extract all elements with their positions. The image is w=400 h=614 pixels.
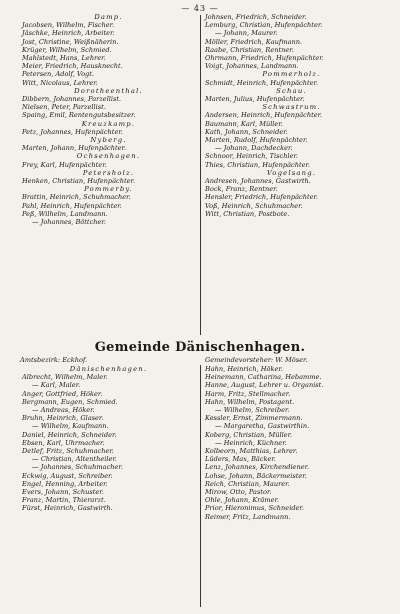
directory-entry: Nielsen, Peter, Parzellist.: [22, 103, 106, 112]
directory-entry: Andresen, Johannes, Gastwirth.: [205, 177, 311, 186]
directory-entry: — Johann, Maurer.: [215, 29, 278, 38]
directory-entry: Prior, Hieronimus, Schneider.: [205, 504, 304, 513]
directory-entry: Mahlstedt, Hans, Lehrer.: [22, 54, 106, 63]
place-heading: Nyberg.: [90, 136, 127, 145]
place-heading: Vogelsang.: [266, 168, 317, 177]
directory-entry: Henken, Christian, Hufenpächter.: [22, 177, 136, 186]
column-divider: [200, 15, 201, 335]
directory-entry: Anger, Gottfried, Höker.: [22, 389, 103, 398]
place-heading: Schwastrum.: [262, 103, 321, 112]
directory-entry: Detlef, Fritz, Schuhmacher.: [22, 447, 114, 456]
directory-entry: Reich, Christian, Maurer.: [205, 479, 290, 488]
directory-entry: — Karl, Maler.: [32, 381, 81, 390]
directory-entry: — Johannes, Böttcher.: [32, 218, 106, 227]
directory-entry: Peß, Wilhelm, Landmann.: [22, 209, 108, 218]
directory-entry: Bock, Franz, Rentner.: [205, 185, 278, 194]
top-left-column: [20, 13, 197, 226]
place-heading: Dorotheenthal.: [74, 86, 143, 95]
directory-entry: — Johann, Dachdecker.: [215, 144, 293, 153]
page-number: — 43 —: [181, 4, 219, 13]
directory-entry: Lemburg, Christian, Hufenpächter.: [205, 21, 323, 30]
directory-entry: Engel, Henning, Arbeiter.: [22, 479, 108, 488]
directory-entry: Lüders, Max, Bäcker.: [205, 455, 276, 464]
place-heading: Pommerholz.: [262, 70, 321, 79]
directory-entry: Harm, Fritz, Stellmacher.: [205, 389, 291, 398]
directory-entry: Petz, Johannes, Hufenpächter.: [22, 127, 123, 136]
directory-entry: Kolbeorn, Matthias, Lehrer.: [205, 447, 298, 456]
directory-entry: — Heinrich, Küchner.: [215, 438, 287, 447]
directory-entry: Daniel, Heinrich, Schneider.: [22, 430, 117, 439]
directory-entry: Petersen, Adolf, Vogt.: [22, 70, 95, 79]
directory-entry: Witt, Nicolaus, Lehrer.: [22, 78, 98, 87]
district-label: Amtsbezirk: Eckhof.: [20, 356, 88, 364]
chair-label: Gemeindevorsteher: W. Möser.: [205, 356, 308, 364]
directory-entry: Schmidt, Heinrich, Hufenpächter.: [205, 78, 319, 87]
top-columns: [20, 13, 382, 339]
directory-entry: Brattin, Heinrich, Schuhmacher.: [22, 193, 131, 202]
section-title: Gemeinde Dänischenhagen.: [94, 340, 306, 355]
directory-entry: Lohse, Johann, Bäckermeister.: [205, 471, 307, 480]
directory-entry: Albrecht, Wilhelm, Maler.: [22, 373, 108, 382]
directory-entry: Schnoor, Heinrich, Tischler.: [205, 152, 299, 161]
bottom-left-column: [20, 365, 197, 513]
place-heading: Pommerby.: [84, 185, 133, 194]
directory-entry: Andersen, Heinrich, Hufenpächter.: [205, 111, 323, 120]
directory-entry: Krüger, Wilhelm, Schmied.: [22, 45, 112, 54]
directory-entry: Reimer, Fritz, Landmann.: [205, 512, 291, 521]
directory-entry: Hensler, Friedrich, Hufenpächter.: [205, 193, 319, 202]
directory-entry: — Andreas, Höker.: [32, 406, 95, 415]
directory-entry: Franz, Martin, Thierarzt.: [22, 496, 106, 505]
directory-entry: Marten, Rudolf, Hufenpächter.: [205, 136, 308, 145]
directory-entry: Jacobsen, Wilhelm, Fischer.: [22, 21, 115, 30]
directory-entry: Eckwig, August, Schreiber.: [22, 471, 113, 480]
directory-entry: Möller, Friedrich, Kaufmann.: [205, 37, 303, 46]
directory-entry: Jost, Christine, Weißnäherin.: [22, 37, 119, 46]
directory-entry: Heinemann, Catharina, Hebamme.: [205, 373, 322, 382]
directory-entry: — Wilhelm, Kaufmann.: [32, 422, 109, 431]
section-subheading: [20, 356, 382, 364]
directory-entry: Mirow, Otto, Pastor.: [205, 488, 272, 497]
directory-entry: Bruhn, Heinrich, Glaser.: [22, 414, 104, 423]
directory-entry: Jäschke, Heinrich, Arbeiter.: [22, 29, 115, 38]
directory-entry: Witt, Christian, Postbote.: [205, 209, 290, 218]
place-heading: Ochsenhagen.: [76, 152, 141, 161]
directory-entry: Frey, Karl, Hufenpächter.: [22, 160, 107, 169]
directory-entry: Voß, Heinrich, Schuhmacher.: [205, 201, 303, 210]
column-divider: [200, 365, 201, 607]
directory-entry: Dibbern, Johannes, Parzellist.: [22, 95, 122, 104]
bottom-columns: [20, 365, 382, 610]
directory-entry: Voigt, Johannes, Landmann.: [205, 62, 299, 71]
directory-entry: Marten, Johann, Hufenpächter.: [22, 144, 127, 153]
directory-entry: — Johannes, Schuhmacher.: [32, 463, 123, 472]
directory-entry: Bergmann, Eugen, Schmied.: [22, 397, 118, 406]
directory-entry: Baumann, Karl, Müller.: [205, 119, 283, 128]
directory-entry: Meier, Friedrich, Hausknecht.: [22, 62, 123, 71]
directory-entry: Thies, Christian, Hufenpächter.: [205, 160, 311, 169]
place-heading: Kreuzkamp.: [81, 119, 136, 128]
place-heading: Dänischenhagen.: [69, 365, 148, 373]
directory-entry: Fürst, Heinrich, Gastwirth.: [22, 504, 113, 513]
directory-entry: Evers, Johann, Schuster.: [22, 488, 104, 497]
directory-entry: Ebsen, Karl, Uhrmacher.: [22, 438, 105, 447]
directory-entry: Kessler, Ernst, Zimmermann.: [205, 414, 303, 423]
directory-entry: Hahn, Heinrich, Höker.: [205, 365, 283, 373]
top-right-column: [203, 13, 380, 218]
directory-entry: Kath, Johann, Schneider.: [205, 127, 288, 136]
directory-entry: Hanne, August, Lehrer u. Organist.: [205, 381, 324, 390]
directory-entry: Johnsen, Friedrich, Schneider.: [205, 13, 307, 21]
directory-entry: Lenz, Johannes, Kirchendiener.: [205, 463, 310, 472]
place-heading: Petersholz.: [82, 168, 135, 177]
directory-entry: — Margaretha, Gastwirthin.: [215, 422, 310, 431]
place-heading: Damp.: [94, 13, 123, 21]
directory-entry: Hahn, Wilhelm, Postagent.: [205, 397, 295, 406]
bottom-right-column: [203, 365, 380, 521]
directory-entry: Marten, Julius, Hufenpächter.: [205, 95, 305, 104]
directory-entry: Koberg, Christian, Müller.: [205, 430, 293, 439]
directory-entry: Ohrmann, Friedrich, Hufenpächter.: [205, 54, 324, 63]
directory-entry: Pahl, Heinrich, Hufenpächter.: [22, 201, 122, 210]
directory-entry: Ohle, Johann, Krämer.: [205, 496, 280, 505]
directory-entry: Spaing, Emil, Rentengutsbesitzer.: [22, 111, 136, 120]
directory-entry: — Wilhelm, Schreiber.: [215, 406, 290, 415]
directory-entry: Raabe, Christian, Rentner.: [205, 45, 294, 54]
place-heading: Schau.: [276, 86, 307, 95]
directory-entry: — Christian, Altentheiler.: [32, 455, 117, 464]
